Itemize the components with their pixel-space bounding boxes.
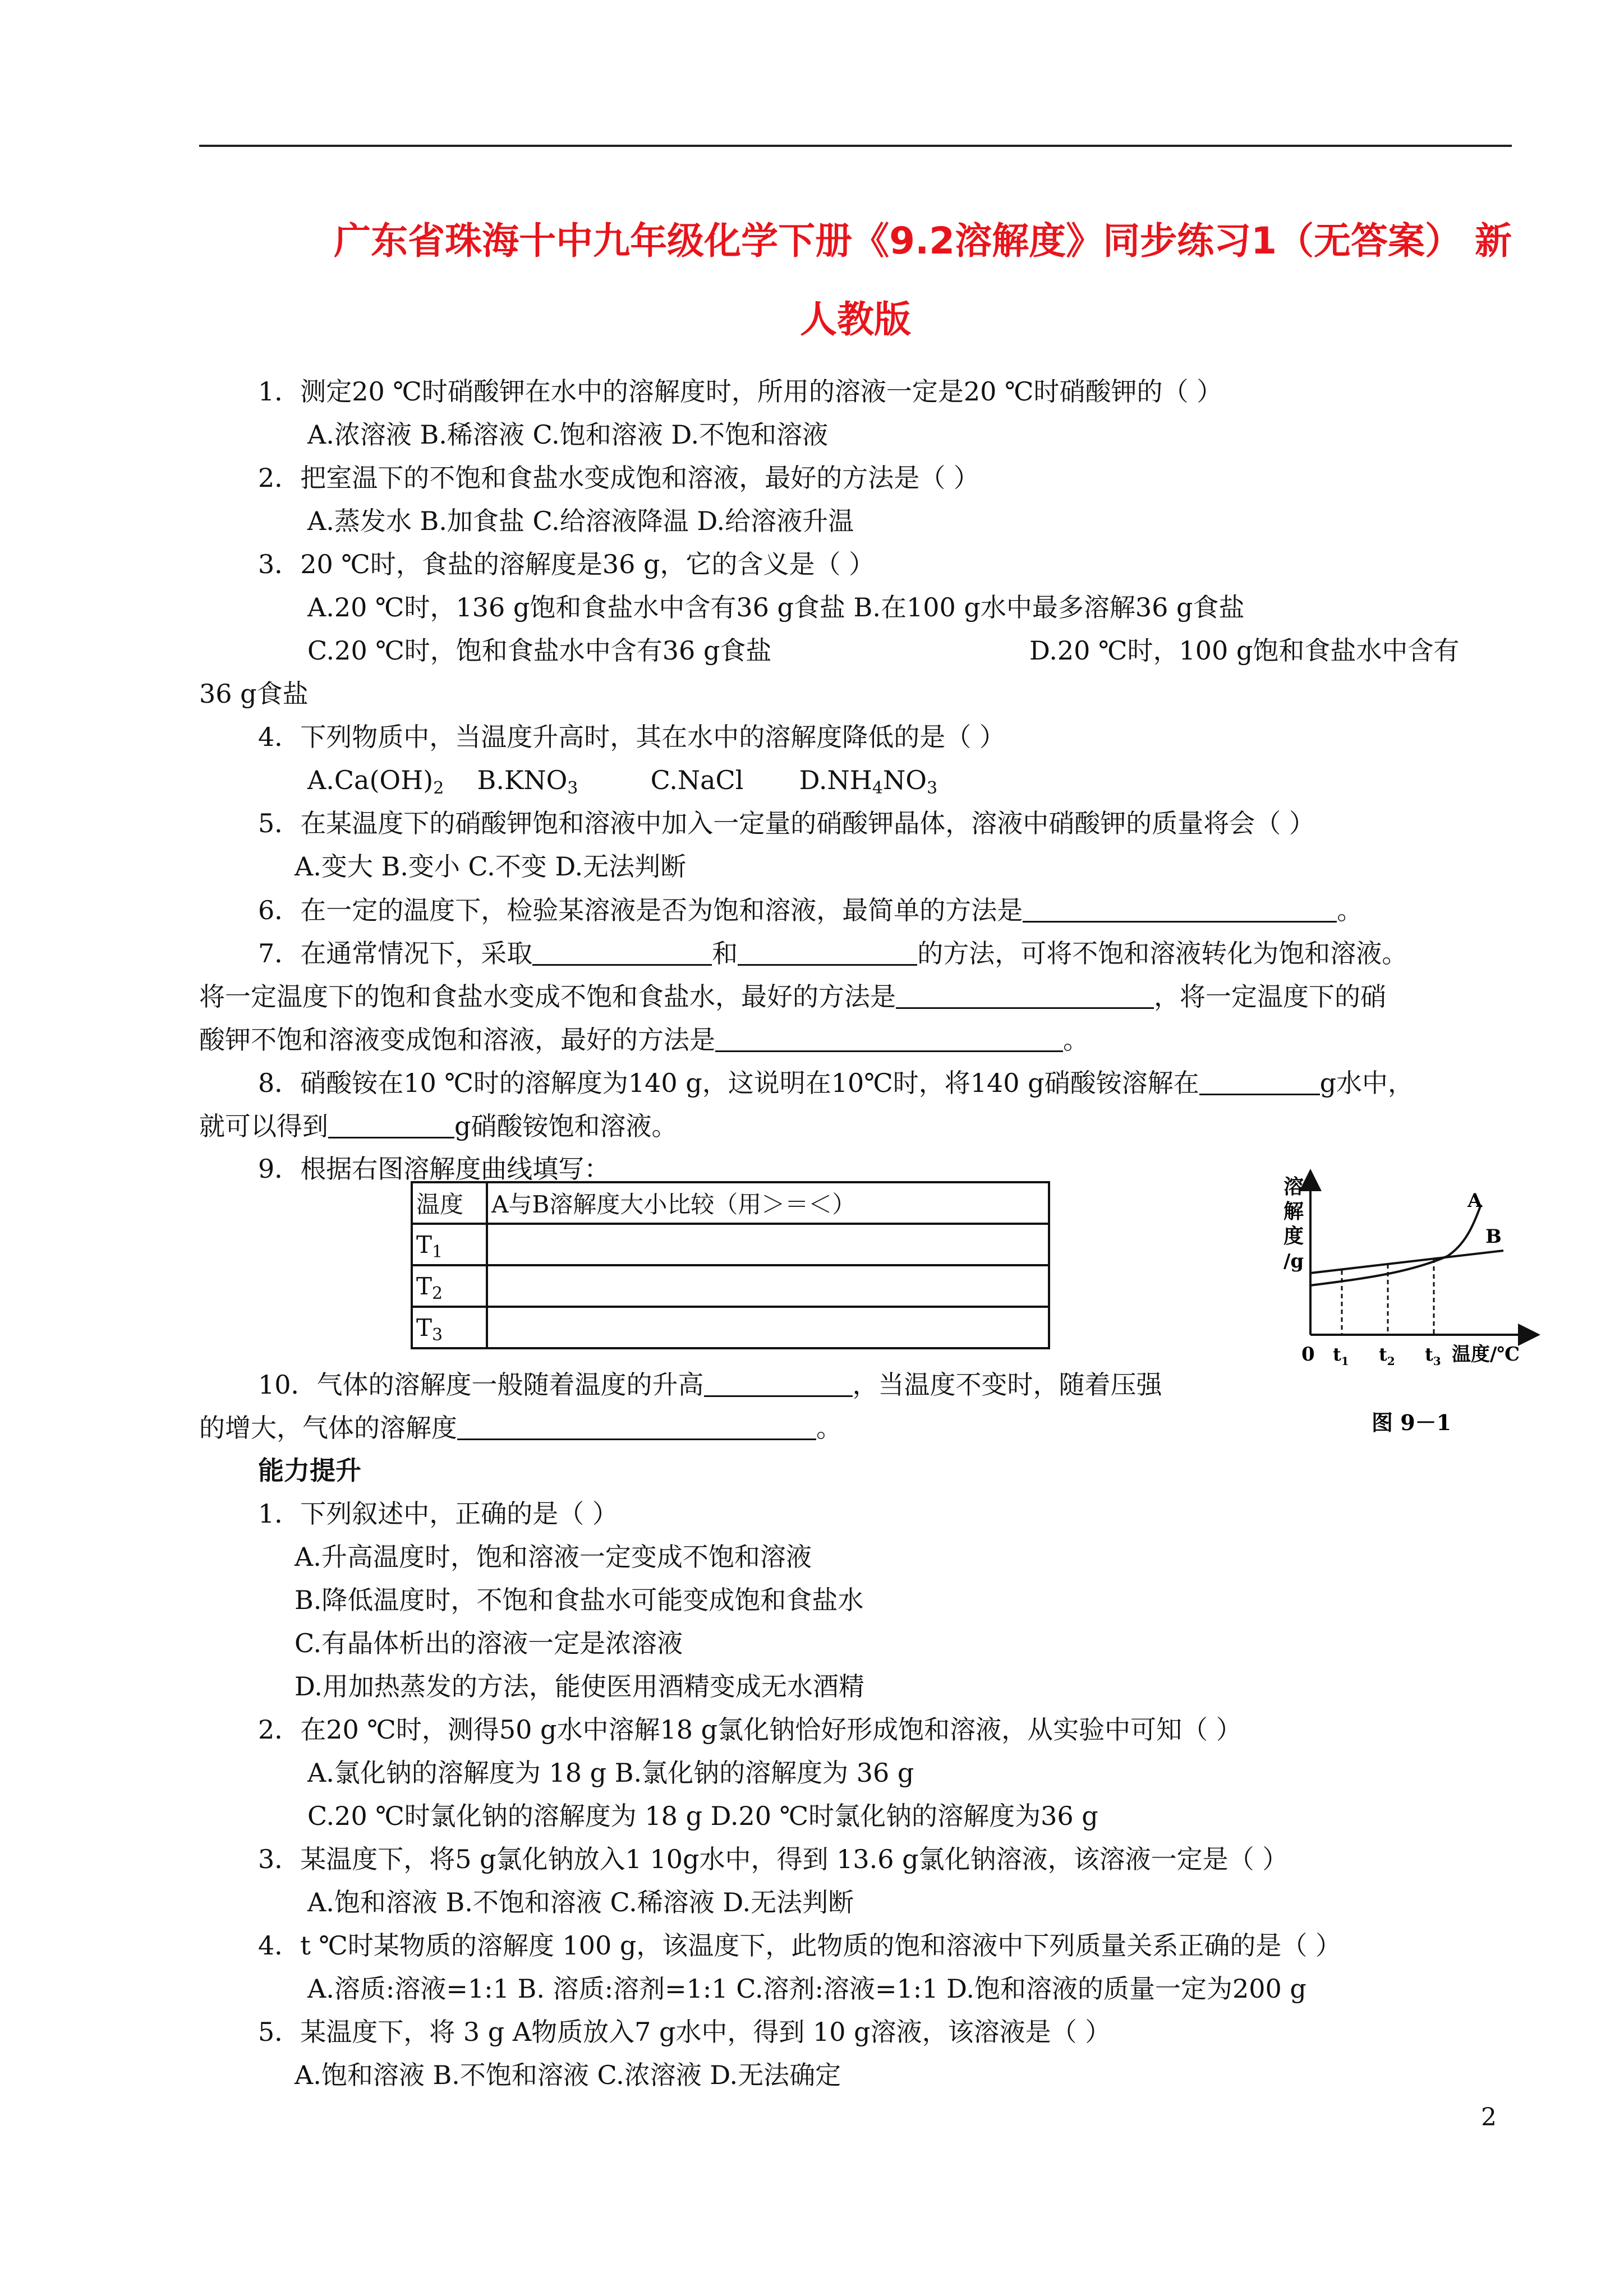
header-rule: [199, 145, 1512, 147]
table-row-label: $T_1$: [412, 1224, 487, 1265]
q3-option-d: D.20 ℃时，100 g饱和食盐水中含有: [1029, 635, 1460, 666]
table-row: [412, 1224, 1049, 1265]
q6-line: 6．在一定的温度下，检验某溶液是否为饱和溶液，最简单的方法是 。: [258, 893, 1363, 927]
q8-line1: 8．硝酸铵在10 ℃时的溶解度为140 g，这说明在10℃时，将140 g硝酸铵溶解在 g水中，: [258, 1066, 1414, 1100]
table-answer-cell[interactable]: [487, 1307, 1049, 1348]
curve-a-label: A: [1467, 1190, 1483, 1212]
q9-stem: 9．根据右图溶解度曲线填写：: [258, 1154, 610, 1184]
q4-option-c: C.NaCl: [650, 765, 744, 795]
q4-option-d: $D.NH_4NO_3$: [799, 765, 938, 798]
s2-q1-option-a: A.升高温度时，饱和溶液一定变成不饱和溶液: [295, 1542, 812, 1572]
s2-q1-option-d: D.用加热蒸发的方法，能使医用酒精变成无水酒精: [295, 1671, 864, 1702]
q5-options: A.变大 B.变小 C.不变 D.无法判断: [295, 851, 687, 882]
page-title-line2: 人教版: [800, 298, 911, 341]
q7-blank-1[interactable]: [532, 936, 712, 966]
q1-stem: 1．测定20 ℃时硝酸钾在水中的溶解度时，所用的溶液一定是20 ℃时硝酸钾的（ ）: [258, 376, 1223, 407]
q8-blank-1[interactable]: [1199, 1066, 1320, 1095]
q3-options-ab: A.20 ℃时，136 g饱和食盐水中含有36 g食盐 B.在100 g水中最多溶解36 g食盐: [307, 592, 1245, 623]
q6-answer-blank[interactable]: [1023, 893, 1337, 923]
s2-q5-stem: 5．某温度下，将 3 g A物质放入7 g水中，得到 10 g溶液，该溶液是（ ）: [258, 2017, 1111, 2047]
s2-q2-options-cd: C.20 ℃时氯化钠的溶解度为 18 g D.20 ℃时氯化钠的溶解度为36 g: [307, 1801, 1098, 1831]
q3-option-c: C.20 ℃时，饱和食盐水中含有36 g食盐: [307, 635, 772, 666]
q4-stem: 4．下列物质中，当温度升高时，其在水中的溶解度降低的是（ ）: [258, 722, 1005, 752]
graph-t3: $t_3$: [1425, 1344, 1441, 1368]
page-number: 2: [1481, 2103, 1497, 2132]
graph-xlabel: 温度/℃: [1452, 1343, 1520, 1366]
q10-line1: 10．气体的溶解度一般随着温度的升高 ，当温度不变时，随着压强: [258, 1367, 1162, 1401]
graph-t1: $t_1$: [1333, 1344, 1349, 1368]
table-header-compare: A与B溶解度大小比较（用＞＝＜）: [487, 1182, 1049, 1224]
page-title-line1: 广东省珠海十中九年级化学下册《9.2溶解度》同步练习1（无答案） 新: [334, 219, 1512, 262]
q10-blank-1[interactable]: [704, 1367, 853, 1397]
table-header-row: [412, 1182, 1049, 1224]
table-answer-cell[interactable]: [487, 1265, 1049, 1307]
q3-option-d-cont: 36 g食盐: [199, 679, 309, 709]
s2-q5-options: A.饱和溶液 B.不饱和溶液 C.浓溶液 D.无法确定: [295, 2060, 841, 2090]
q7-blank-4[interactable]: [715, 1022, 1063, 1052]
q7-line2: 将一定温度下的饱和食盐水变成不饱和食盐水，最好的方法是 ，将一定温度下的硝: [199, 979, 1386, 1013]
curve-a: [1310, 1205, 1481, 1285]
q2-options: A.蒸发水 B.加食盐 C.给溶液降温 D.给溶液升温: [307, 506, 854, 536]
s2-q1-stem: 1．下列叙述中，正确的是（ ）: [258, 1499, 618, 1529]
q10-line2: 的增大，气体的溶解度 。: [199, 1410, 842, 1445]
q7-line3: 酸钾不饱和溶液变成饱和溶液，最好的方法是 。: [199, 1022, 1089, 1057]
q2-stem: 2．把室温下的不饱和食盐水变成饱和溶液，最好的方法是（ ）: [258, 463, 979, 493]
table-answer-cell[interactable]: [487, 1224, 1049, 1265]
s2-q2-options-ab: A.氯化钠的溶解度为 18 g B.氯化钠的溶解度为 36 g: [307, 1758, 914, 1788]
q3-stem: 3．20 ℃时，食盐的溶解度是36 g，它的含义是（ ）: [258, 549, 875, 579]
solubility-curve-figure: [1279, 1167, 1548, 1458]
q4-option-a: $A.Ca(OH)_2$: [307, 765, 444, 798]
s2-q2-stem: 2．在20 ℃时，测得50 g水中溶解18 g氯化钠恰好形成饱和溶液，从实验中可知（ ）: [258, 1714, 1242, 1745]
s2-q3-options: A.饱和溶液 B.不饱和溶液 C.稀溶液 D.无法判断: [307, 1887, 854, 1917]
graph-caption: 图 9－1: [1372, 1410, 1452, 1435]
table-row-label: $T_3$: [412, 1307, 487, 1348]
s2-q3-stem: 3．某温度下，将5 g氯化钠放入1 10g水中，得到 13.6 g氯化钠溶液，该溶液一定是（ ）: [258, 1844, 1289, 1874]
s2-q4-stem: 4．t ℃时某物质的溶解度 100 g，该温度下，此物质的饱和溶液中下列质量关系正确的是（ ）: [258, 1930, 1341, 1961]
q4-option-b: $B.KNO_3$: [477, 765, 578, 798]
table-row: [412, 1307, 1049, 1348]
graph-ylabel-4: /g: [1283, 1250, 1304, 1273]
graph-t2: $t_2$: [1379, 1344, 1395, 1368]
table-row-label: $T_2$: [412, 1265, 487, 1307]
s2-q4-options: A.溶质:溶液=1:1 B. 溶质:溶剂=1:1 C.溶剂:溶液=1:1 D.饱和溶液的质量一定为200 g: [307, 1974, 1306, 2004]
graph-ylabel-1: 溶: [1283, 1175, 1304, 1198]
table-header-temp: 温度: [412, 1182, 487, 1224]
q8-line2: 就可以得到 g硝酸铵饱和溶液。: [199, 1109, 677, 1143]
section-title-ability: 能力提升: [258, 1455, 361, 1486]
q5-stem: 5．在某温度下的硝酸钾饱和溶液中加入一定量的硝酸钾晶体，溶液中硝酸钾的质量将会（ ）: [258, 808, 1315, 838]
q7-blank-3[interactable]: [896, 979, 1154, 1009]
q4-options: [307, 763, 937, 797]
q10-blank-2[interactable]: [457, 1410, 816, 1440]
q7-line1: 7．在通常情况下，采取 和 的方法，可将不饱和溶液转化为饱和溶液。: [258, 936, 1407, 970]
q9-comparison-table: [411, 1181, 1050, 1349]
q7-blank-2[interactable]: [738, 936, 917, 966]
s2-q1-option-b: B.降低温度时，不饱和食盐水可能变成饱和食盐水: [295, 1585, 864, 1615]
s2-q1-option-c: C.有晶体析出的溶液一定是浓溶液: [295, 1628, 683, 1658]
graph-origin: 0: [1301, 1343, 1315, 1366]
table-row: [412, 1265, 1049, 1307]
curve-b-label: B: [1485, 1225, 1502, 1248]
q8-blank-2[interactable]: [328, 1109, 454, 1138]
q1-options: A.浓溶液 B.稀溶液 C.饱和溶液 D.不饱和溶液: [307, 419, 829, 450]
graph-ylabel-3: 度: [1283, 1224, 1304, 1248]
graph-ylabel-2: 解: [1283, 1200, 1304, 1223]
